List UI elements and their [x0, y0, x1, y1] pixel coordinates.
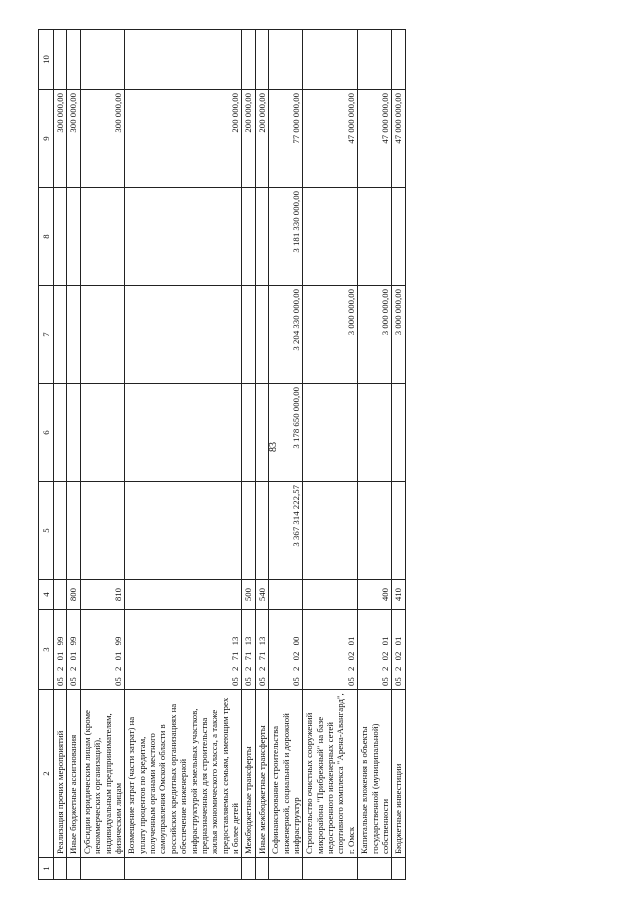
row-description: Иные межбюджетные трансферты	[255, 690, 268, 858]
budget-table	[38, 29, 406, 880]
amount-col-6	[242, 384, 255, 482]
row-number	[269, 858, 303, 880]
column-header: 2	[39, 690, 54, 858]
amount-col-5	[242, 482, 255, 580]
row-description: Возмещение затрат (части затрат) на уплату процентов по кредитам, полученным органами местного самоуправления Омской области в российских кредитных организациях на обеспечение инженерной инфраструктурой земельных участков, предназначенных для строительства жилья экономического класса, а также предоставляемых семьям, имеющим трех и более детей	[125, 690, 242, 858]
column-header: 4	[39, 580, 54, 610]
amount-col-5	[54, 482, 67, 580]
amount-col-9: 200 000,00	[125, 90, 242, 188]
amount-col-7: 3 000 000,00	[303, 286, 358, 384]
expense-type	[125, 580, 242, 610]
amount-col-8	[67, 188, 80, 286]
row-description: Софинансирование строительства инженерной, социальной и дорожной инфраструктур	[269, 690, 303, 858]
amount-col-6	[392, 384, 405, 482]
row-number	[255, 858, 268, 880]
table-row	[392, 30, 405, 880]
table-row	[255, 30, 268, 880]
row-description: Иные бюджетные ассигнования	[67, 690, 80, 858]
column-header: 5	[39, 482, 54, 580]
amount-col-10	[269, 30, 303, 90]
amount-col-6	[54, 384, 67, 482]
amount-col-6	[80, 384, 125, 482]
amount-col-10	[392, 30, 405, 90]
amount-col-6: 3 178 650 000,00	[269, 384, 303, 482]
row-number	[303, 858, 358, 880]
amount-col-10	[80, 30, 125, 90]
amount-col-7: 3 204 330 000,00	[269, 286, 303, 384]
amount-col-5	[80, 482, 125, 580]
amount-col-6	[358, 384, 392, 482]
expense-type: 800	[67, 580, 80, 610]
amount-col-8	[255, 188, 268, 286]
amount-col-8	[80, 188, 125, 286]
amount-col-9: 47 000 000,00	[392, 90, 405, 188]
amount-col-9: 200 000,00	[242, 90, 255, 188]
budget-code: 05 2 02 01	[358, 610, 392, 690]
amount-col-10	[303, 30, 358, 90]
amount-col-6	[303, 384, 358, 482]
amount-col-8	[392, 188, 405, 286]
amount-col-5	[303, 482, 358, 580]
row-description: Межбюджетные трансферты	[242, 690, 255, 858]
amount-col-9: 300 000,00	[67, 90, 80, 188]
budget-code: 05 2 02 01	[392, 610, 405, 690]
budget-code: 05 2 71 13	[125, 610, 242, 690]
row-number	[392, 858, 405, 880]
amount-col-8	[242, 188, 255, 286]
amount-col-9: 47 000 000,00	[303, 90, 358, 188]
amount-col-7	[255, 286, 268, 384]
amount-col-5	[392, 482, 405, 580]
budget-table-sheet	[38, 30, 543, 880]
amount-col-6	[125, 384, 242, 482]
amount-col-5	[125, 482, 242, 580]
amount-col-7	[242, 286, 255, 384]
amount-col-6	[67, 384, 80, 482]
page-number: 83	[268, 442, 279, 452]
amount-col-5: 3 367 314 222,57	[269, 482, 303, 580]
amount-col-5	[67, 482, 80, 580]
amount-col-8	[54, 188, 67, 286]
amount-col-8: 3 181 330 000,00	[269, 188, 303, 286]
amount-col-5	[255, 482, 268, 580]
row-number	[358, 858, 392, 880]
column-header: 8	[39, 188, 54, 286]
budget-code: 05 2 71 13	[255, 610, 268, 690]
row-description: Субсидии юридическим лицам (кроме некоммерческих организаций), индивидуальным предпринимателям, физическим лицам	[80, 690, 125, 858]
column-number-row	[39, 30, 54, 880]
expense-type	[54, 580, 67, 610]
table-row	[358, 30, 392, 880]
expense-type: 500	[242, 580, 255, 610]
table-row	[303, 30, 358, 880]
table-row	[242, 30, 255, 880]
column-header: 3	[39, 610, 54, 690]
column-header: 6	[39, 384, 54, 482]
row-description: Строительство очистных сооружений микрорайона "Прибрежный" на базе недостроенного инженерных сетей спортивного комплекса "Арена-Авангард", г. Омск	[303, 690, 358, 858]
expense-type: 400	[358, 580, 392, 610]
amount-col-8	[125, 188, 242, 286]
column-header: 9	[39, 90, 54, 188]
budget-code: 05 2 02 00	[269, 610, 303, 690]
amount-col-10	[125, 30, 242, 90]
row-number	[67, 858, 80, 880]
expense-type: 540	[255, 580, 268, 610]
amount-col-7	[80, 286, 125, 384]
amount-col-8	[303, 188, 358, 286]
amount-col-9: 200 000,00	[255, 90, 268, 188]
amount-col-7	[54, 286, 67, 384]
table-row	[54, 30, 67, 880]
budget-code: 05 2 71 13	[242, 610, 255, 690]
amount-col-10	[54, 30, 67, 90]
row-number	[242, 858, 255, 880]
amount-col-10	[67, 30, 80, 90]
row-number	[80, 858, 125, 880]
amount-col-7	[67, 286, 80, 384]
amount-col-7: 3 000 000,00	[392, 286, 405, 384]
expense-type: 410	[392, 580, 405, 610]
column-header: 7	[39, 286, 54, 384]
amount-col-9: 47 000 000,00	[358, 90, 392, 188]
amount-col-9: 77 000 000,00	[269, 90, 303, 188]
budget-code: 05 2 02 01	[303, 610, 358, 690]
budget-code: 05 2 01 99	[67, 610, 80, 690]
budget-code: 05 2 01 99	[54, 610, 67, 690]
row-number	[125, 858, 242, 880]
amount-col-5	[358, 482, 392, 580]
expense-type: 810	[80, 580, 125, 610]
row-description: Бюджетные инвестиции	[392, 690, 405, 858]
row-description: Капитальные вложения в объекты государственной (муниципальной) собственности	[358, 690, 392, 858]
amount-col-9: 300 000,00	[80, 90, 125, 188]
column-header: 1	[39, 858, 54, 880]
amount-col-9: 300 000,00	[54, 90, 67, 188]
amount-col-10	[358, 30, 392, 90]
table-row	[67, 30, 80, 880]
row-description: Реализация прочих мероприятий	[54, 690, 67, 858]
amount-col-7: 3 000 000,00	[358, 286, 392, 384]
amount-col-10	[255, 30, 268, 90]
amount-col-10	[242, 30, 255, 90]
amount-col-6	[255, 384, 268, 482]
amount-col-7	[125, 286, 242, 384]
amount-col-8	[358, 188, 392, 286]
expense-type	[303, 580, 358, 610]
table-row	[269, 30, 303, 880]
table-row	[125, 30, 242, 880]
expense-type	[269, 580, 303, 610]
budget-code: 05 2 01 99	[80, 610, 125, 690]
row-number	[54, 858, 67, 880]
table-row	[80, 30, 125, 880]
column-header: 10	[39, 30, 54, 90]
